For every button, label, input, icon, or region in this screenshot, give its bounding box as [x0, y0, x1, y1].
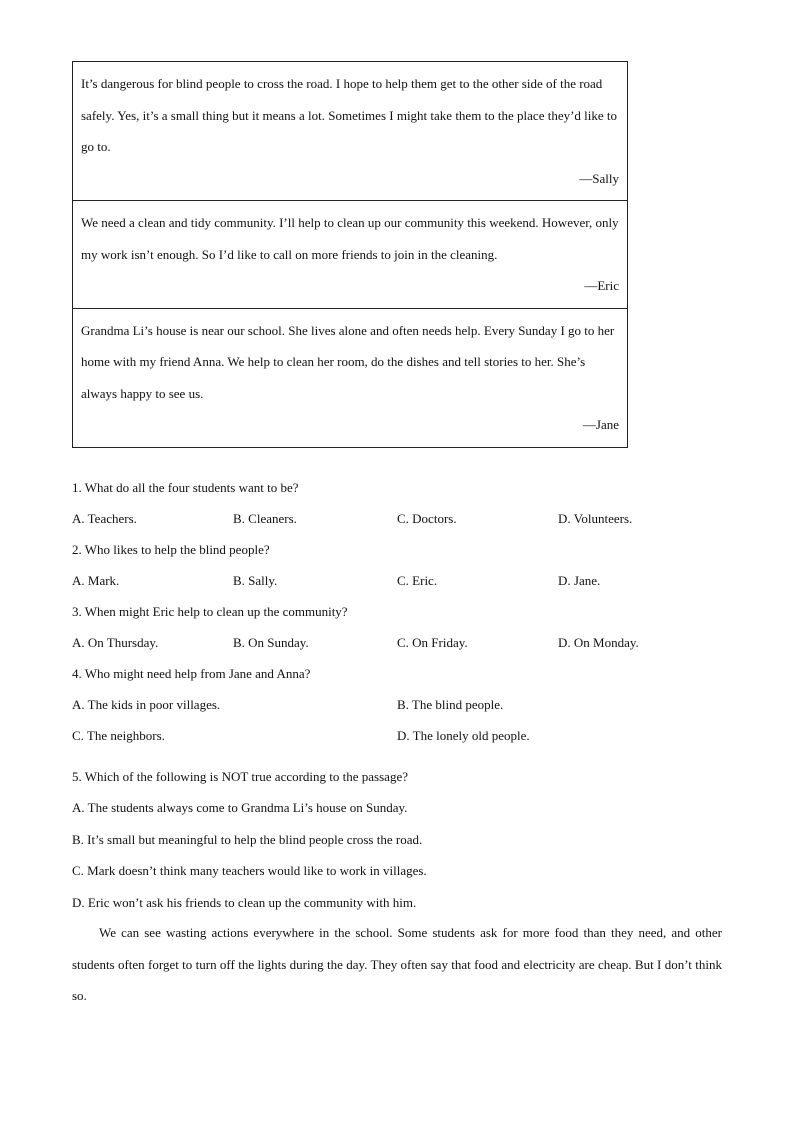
- option: C. Eric.: [397, 573, 438, 588]
- option-row: [72, 689, 732, 720]
- option: A. Mark.: [72, 573, 120, 588]
- option: C. The neighbors.: [72, 728, 165, 743]
- option: C. Mark doesn’t think many teachers would like to work in villages.: [72, 863, 427, 878]
- option: A. Teachers.: [72, 511, 137, 526]
- reading-passage: We can see wasting actions everywhere in the school. Some students ask for more food than they need, and other students often forget to turn off the lights during the day. They often say that food and electricity are cheap. But I don’t think so.: [72, 925, 722, 1003]
- note-author: —Jane: [582, 417, 619, 432]
- note-row: [73, 308, 628, 447]
- option: B. On Sunday.: [233, 635, 309, 650]
- option: A. The students always come to Grandma Li’s house on Sunday.: [72, 800, 408, 815]
- note-text: It’s dangerous for blind people to cross the road. I hope to help them get to the other side of the road safely. Yes, it’s a small thing but it means a lot. Sometimes I might take them to the place they’d like to go to.: [81, 76, 618, 154]
- note-author: —Eric: [584, 278, 619, 293]
- question-stem: 3. When might Eric help to clean up the community?: [72, 604, 348, 619]
- note-cell: [73, 201, 628, 309]
- notes-table: [72, 61, 628, 448]
- option: B. It’s small but meaningful to help the blind people cross the road.: [72, 831, 423, 847]
- option-row: [72, 565, 732, 596]
- question-stem: 5. Which of the following is NOT true according to the passage?: [72, 769, 408, 784]
- note-text: We need a clean and tidy community. I’ll help to clean up our community this weekend. However, only my work isn’t enough. So I’d like to call on more friends to join in the cleaning.: [81, 215, 619, 262]
- note-author: —Sally: [579, 170, 619, 186]
- note-cell: [73, 308, 628, 447]
- option: B. Cleaners.: [233, 511, 297, 526]
- option: C. Doctors.: [397, 511, 457, 526]
- option: D. The lonely old people.: [397, 728, 530, 743]
- option: D. Eric won’t ask his friends to clean up the community with him.: [72, 894, 417, 910]
- option: C. On Friday.: [397, 635, 468, 650]
- question-stem: 2. Who likes to help the blind people?: [72, 542, 270, 557]
- option: D. Volunteers.: [558, 511, 633, 526]
- option: D. Jane.: [558, 573, 601, 588]
- questions-section: [72, 472, 732, 918]
- option-row: [72, 627, 732, 658]
- note-text: Grandma Li’s house is near our school. She lives alone and often needs help. Every Sunday I go to her home with my friend Anna. We help to clean her room, do the dishes and tell stories to her. She’s always happy to see us.: [81, 322, 615, 401]
- option: A. The kids in poor villages.: [72, 697, 221, 712]
- option-row: [72, 720, 732, 751]
- note-row: [73, 201, 628, 309]
- note-cell: [73, 62, 628, 201]
- option-row: [72, 503, 732, 534]
- question-stem: 4. Who might need help from Jane and Anna?: [72, 666, 311, 681]
- option: B. Sally.: [233, 573, 278, 588]
- note-row: [73, 62, 628, 201]
- option: D. On Monday.: [558, 635, 639, 650]
- option: B. The blind people.: [397, 697, 504, 712]
- question-stem: 1. What do all the four students want to be?: [72, 480, 299, 495]
- option: A. On Thursday.: [72, 635, 159, 650]
